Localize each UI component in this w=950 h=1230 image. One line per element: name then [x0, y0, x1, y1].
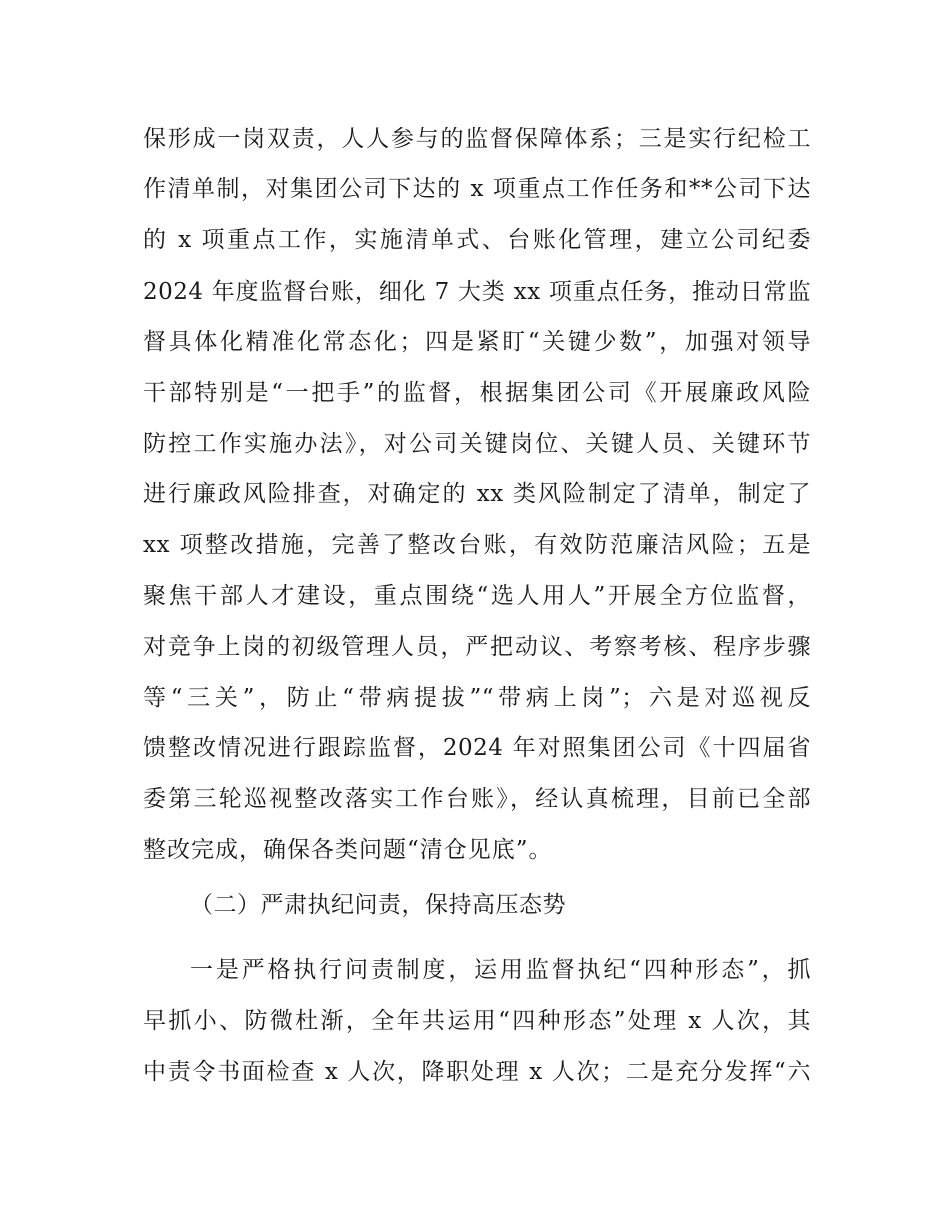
paragraph-line: 干部特别是“一把手”的监督，根据集团公司《开展廉政风险	[143, 380, 811, 406]
paragraph-line: 整改完成，确保各类问题“清仓见底”。	[143, 837, 553, 863]
paragraph-line: 委第三轮巡视整改落实工作台账》，经认真梳理，目前已全部	[143, 786, 811, 812]
paragraph-line: 督具体化精准化常态化；四是紧盯“关键少数”，加强对领导	[143, 329, 811, 355]
paragraph-line: xx 项整改措施，完善了整改台账，有效防范廉洁风险；五是	[143, 532, 811, 558]
paragraph-line: 聚焦干部人才建设，重点围绕“选人用人”开展全方位监督，	[143, 583, 811, 609]
paragraph-line: 馈整改情况进行跟踪监督，2024 年对照集团公司《十四届省	[143, 735, 811, 761]
paragraph-line: 早抓小、防微杜渐，全年共运用“四种形态”处理 x 人次，其	[143, 1008, 811, 1034]
paragraph-line: 对竞争上岗的初级管理人员，严把动议、考察考核、程序步骤	[143, 634, 811, 660]
paragraph-line: 保形成一岗双责，人人参与的监督保障体系；三是实行纪检工	[143, 126, 811, 152]
paragraph-line: 作清单制，对集团公司下达的 x 项重点工作任务和**公司下达	[143, 176, 811, 202]
section-heading: （二）严肃执纪问责，保持高压态势	[190, 892, 566, 918]
paragraph-line: 的 x 项重点工作，实施清单式、台账化管理，建立公司纪委	[143, 227, 811, 253]
paragraph-line: 进行廉政风险排查，对确定的 xx 类风险制定了清单，制定了	[143, 481, 811, 507]
paragraph-line: 中责令书面检查 x 人次，降职处理 x 人次；二是充分发挥“六	[143, 1059, 811, 1085]
paragraph-line: 2024 年度监督台账，细化 7 大类 xx 项重点任务，推动日常监	[143, 279, 811, 305]
paragraph-line: 防控工作实施办法》，对公司关键岗位、关键人员、关键环节	[143, 431, 811, 457]
paragraph-line: 一是严格执行问责制度，运用监督执纪“四种形态”，抓	[190, 957, 811, 983]
paragraph-line: 等“三关”，防止“带病提拔”“带病上岗”；六是对巡视反	[143, 685, 811, 711]
